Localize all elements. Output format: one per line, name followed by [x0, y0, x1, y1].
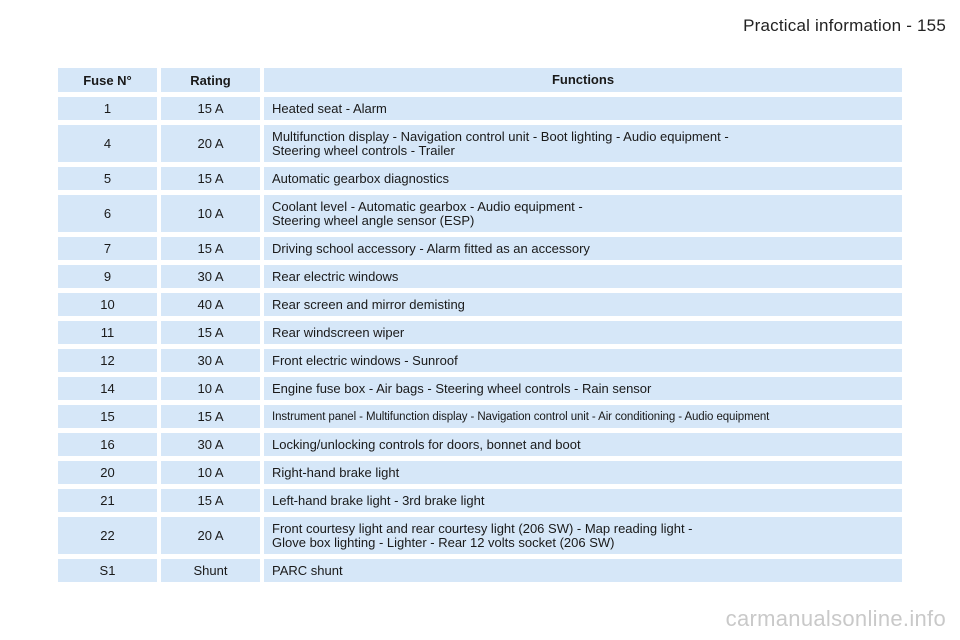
fuse-number: 6 — [58, 195, 157, 232]
table-row — [58, 97, 902, 120]
table-row — [58, 405, 902, 428]
fuse-rating: 20 A — [161, 125, 260, 162]
fuse-functions: Heated seat - Alarm — [264, 97, 902, 120]
fuse-functions: Rear screen and mirror demisting — [264, 293, 902, 316]
fuse-rating: 10 A — [161, 195, 260, 232]
fuse-table — [58, 68, 902, 587]
fuse-rating: 15 A — [161, 237, 260, 260]
fuse-functions: Instrument panel - Multifunction display - Navigation control unit - Air conditioning - Audio equipment — [264, 405, 902, 428]
table-row — [58, 489, 902, 512]
fuse-functions: PARC shunt — [264, 559, 902, 582]
fuse-number: 14 — [58, 377, 157, 400]
fuse-number: 1 — [58, 97, 157, 120]
header-rating: Rating — [161, 68, 260, 92]
fuse-number: 20 — [58, 461, 157, 484]
table-row — [58, 237, 902, 260]
fuse-rating: 30 A — [161, 349, 260, 372]
fuse-rating: 10 A — [161, 461, 260, 484]
fuse-number: 9 — [58, 265, 157, 288]
fuse-number: 11 — [58, 321, 157, 344]
fuse-number: 4 — [58, 125, 157, 162]
fuse-rating: 15 A — [161, 405, 260, 428]
fuse-functions: Driving school accessory - Alarm fitted as an accessory — [264, 237, 902, 260]
fuse-functions: Rear electric windows — [264, 265, 902, 288]
fuse-functions: Engine fuse box - Air bags - Steering wheel controls - Rain sensor — [264, 377, 902, 400]
table-row — [58, 265, 902, 288]
fuse-functions: Front electric windows - Sunroof — [264, 349, 902, 372]
table-row — [58, 349, 902, 372]
table-row — [58, 517, 902, 554]
fuse-rating: 40 A — [161, 293, 260, 316]
fuse-functions: Left-hand brake light - 3rd brake light — [264, 489, 902, 512]
page-title: Practical information - 155 — [743, 16, 946, 35]
table-row — [58, 195, 902, 232]
table-row — [58, 167, 902, 190]
fuse-functions: Front courtesy light and rear courtesy light (206 SW) - Map reading light - Glove box lighting - Lighter - Rear 12 volts socket (206 SW) — [264, 517, 902, 554]
header-functions: Functions — [264, 68, 902, 92]
fuse-number: S1 — [58, 559, 157, 582]
fuse-functions: Coolant level - Automatic gearbox - Audio equipment - Steering wheel angle sensor (ESP) — [264, 195, 902, 232]
fuse-number: 22 — [58, 517, 157, 554]
fuse-rating: 30 A — [161, 265, 260, 288]
fuse-number: 16 — [58, 433, 157, 456]
watermark: carmanualsonline.info — [725, 606, 946, 631]
fuse-number: 12 — [58, 349, 157, 372]
table-row — [58, 433, 902, 456]
table-header-row — [58, 68, 902, 92]
fuse-rating: Shunt — [161, 559, 260, 582]
table-row — [58, 377, 902, 400]
table-row — [58, 321, 902, 344]
fuse-rating: 30 A — [161, 433, 260, 456]
fuse-rating: 10 A — [161, 377, 260, 400]
fuse-number: 15 — [58, 405, 157, 428]
header-fuse: Fuse N° — [58, 68, 157, 92]
fuse-number: 10 — [58, 293, 157, 316]
fuse-functions: Right-hand brake light — [264, 461, 902, 484]
fuse-number: 21 — [58, 489, 157, 512]
fuse-functions: Locking/unlocking controls for doors, bonnet and boot — [264, 433, 902, 456]
fuse-rating: 20 A — [161, 517, 260, 554]
fuse-number: 7 — [58, 237, 157, 260]
fuse-rating: 15 A — [161, 489, 260, 512]
table-row — [58, 293, 902, 316]
fuse-functions: Automatic gearbox diagnostics — [264, 167, 902, 190]
table-row — [58, 125, 902, 162]
fuse-rating: 15 A — [161, 97, 260, 120]
fuse-rating: 15 A — [161, 321, 260, 344]
table-row — [58, 559, 902, 582]
fuse-number: 5 — [58, 167, 157, 190]
fuse-rating: 15 A — [161, 167, 260, 190]
fuse-functions: Multifunction display - Navigation control unit - Boot lighting - Audio equipment - Steering wheel controls - Trailer — [264, 125, 902, 162]
table-row — [58, 461, 902, 484]
fuse-functions: Rear windscreen wiper — [264, 321, 902, 344]
